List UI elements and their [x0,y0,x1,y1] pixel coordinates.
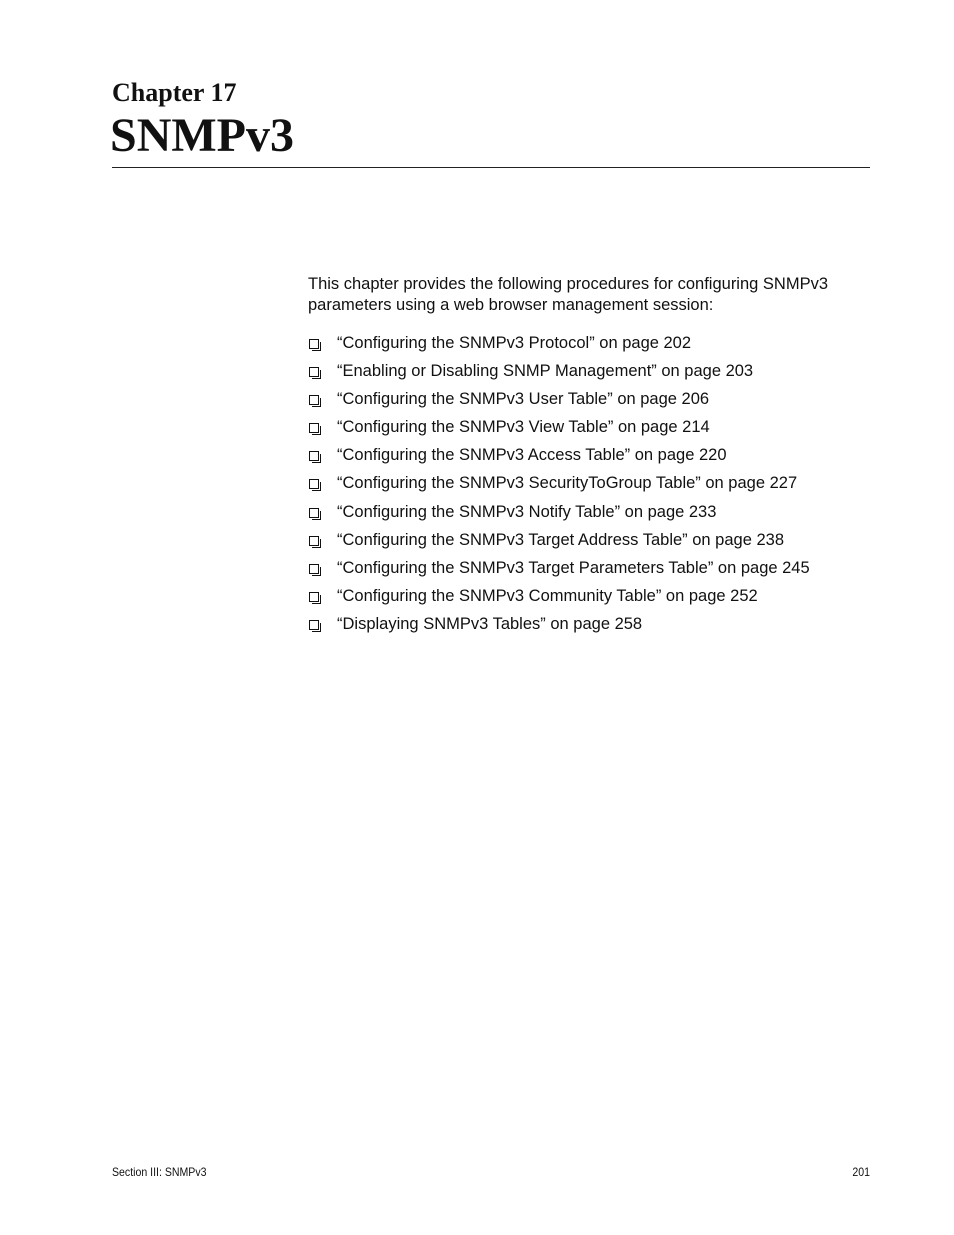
procedure-link[interactable]: “Configuring the SNMPv3 Access Table” on page 220 [337,446,727,465]
list-item[interactable] [308,557,888,585]
list-item[interactable] [308,416,888,444]
title-divider [112,167,870,168]
checkbox-icon [309,423,319,433]
footer-page-number: 201 [852,1165,870,1179]
list-item[interactable] [308,529,888,557]
procedure-link[interactable]: “Configuring the SNMPv3 Target Address Table” on page 238 [337,530,784,549]
procedure-link[interactable]: “Enabling or Disabling SNMP Management” on page 203 [337,362,754,381]
procedure-link[interactable]: “Configuring the SNMPv3 SecurityToGroup Table” on page 227 [337,474,798,493]
list-item[interactable] [308,613,888,641]
list-item[interactable] [308,585,888,613]
list-item[interactable] [308,501,888,529]
list-item[interactable] [308,360,888,388]
checkbox-icon [309,395,319,405]
checkbox-icon [309,592,319,602]
procedure-link[interactable]: “Configuring the SNMPv3 User Table” on page 206 [337,390,710,409]
footer-section-title: Section III: SNMPv3 [112,1165,207,1179]
checkbox-icon [309,367,319,377]
checkbox-icon [309,536,319,546]
checkbox-icon [309,564,319,574]
list-item[interactable] [308,388,888,416]
chapter-title: SNMPv3 [110,109,294,162]
procedure-link[interactable]: “Configuring the SNMPv3 Community Table” on page 252 [337,586,758,605]
procedure-link[interactable]: “Configuring the SNMPv3 Notify Table” on page 233 [337,502,717,521]
list-item[interactable] [308,332,888,360]
checkbox-icon [309,479,319,489]
procedure-link[interactable]: “Configuring the SNMPv3 View Table” on page 214 [337,418,710,437]
list-item[interactable] [308,472,888,500]
checkbox-icon [309,451,319,461]
procedure-link[interactable]: “Displaying SNMPv3 Tables” on page 258 [337,614,643,633]
checkbox-icon [309,508,319,518]
intro-paragraph: This chapter provides the following procedures for configuring SNMPv3 parameters using a web browser management session: [308,275,829,314]
checkbox-icon [309,620,319,630]
checkbox-icon [309,339,319,349]
chapter-label: Chapter 17 [112,78,237,107]
list-item[interactable] [308,444,888,472]
procedure-list [308,332,888,641]
procedure-link[interactable]: “Configuring the SNMPv3 Protocol” on page 202 [337,334,692,352]
procedure-link[interactable]: “Configuring the SNMPv3 Target Parameters Table” on page 245 [337,558,810,577]
